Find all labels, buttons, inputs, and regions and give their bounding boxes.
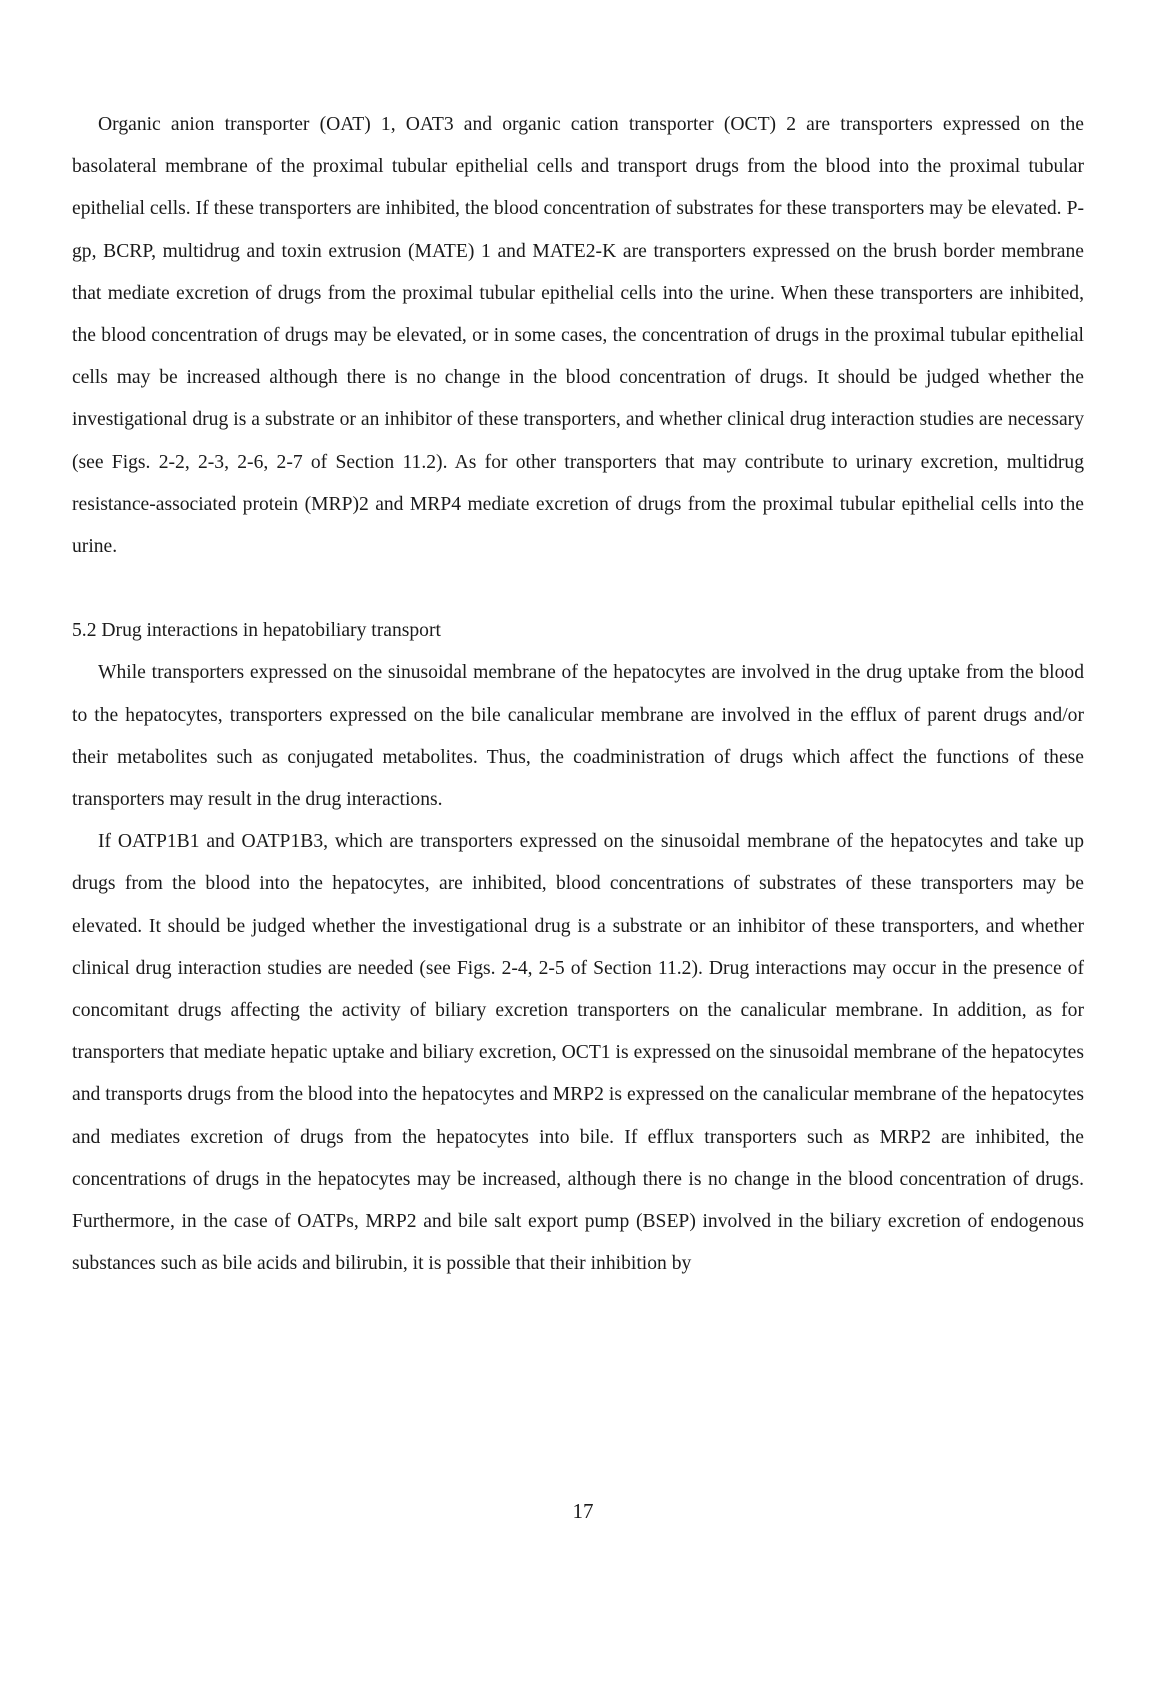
section-heading: 5.2 Drug interactions in hepatobiliary transport [72,620,441,642]
paragraph-hepatobiliary-intro: While transporters expressed on the sinusoidal membrane of the hepatocytes are involved in the drug uptake from the blood to the hepatocytes, transporters expressed on the bile canalicular membrane are involved in the efflux of parent drugs and/or their metabolites such as conjugated metabolites. Thus, the coadministration of drugs which affect the functions of these transporters may result in the drug interactions. [72,662,1084,811]
document-page [72,104,1084,1285]
paragraph-oatp-transporters: If OATP1B1 and OATP1B3, which are transporters expressed on the sinusoidal membrane of the hepatocytes and take up drugs from the blood into the hepatocytes, are inhibited, blood concentrations of substrates of these transporters may be elevated. It should be judged whether the investigational drug is a substrate or an inhibitor of these transporters, and whether clinical drug interaction studies are needed (see Figs. 2-4, 2-5 of Section 11.2). Drug interactions may occur in the presence of concomitant drugs affecting the activity of biliary excretion transporters on the canalicular membrane. In addition, as for transporters that mediate hepatic uptake and biliary excretion, OCT1 is expressed on the sinusoidal membrane of the hepatocytes and transports drugs from the blood into the hepatocytes and MRP2 is expressed on the canalicular membrane of the hepatocytes and mediates excretion of drugs from the hepatocytes into bile. If efflux transporters such as MRP2 are inhibited, the concentrations of drugs in the hepatocytes may be increased, although there is no change in the blood concentration of drugs. Furthermore, in the case of OATPs, MRP2 and bile salt export pump (BSEP) involved in the biliary excretion of endogenous substances such as bile acids and bilirubin, it is possible that their inhibition by [72,831,1084,1275]
page-number: 17 [572,1499,594,1523]
paragraph-renal-transporters: Organic anion transporter (OAT) 1, OAT3 and organic cation transporter (OCT) 2 are transporters expressed on the basolateral membrane of the proximal tubular epithelial cells and transport drugs from the blood into the proximal tubular epithelial cells. If these transporters are inhibited, the blood concentration of substrates for these transporters may be elevated. P-gp, BCRP, multidrug and toxin extrusion (MATE) 1 and MATE2-K are transporters expressed on the brush border membrane that mediate excretion of drugs from the proximal tubular epithelial cells into the urine. When these transporters are inhibited, the blood concentration of drugs may be elevated, or in some cases, the concentration of drugs in the proximal tubular epithelial cells may be increased although there is no change in the blood concentration of drugs. It should be judged whether the investigational drug is a substrate or an inhibitor of these transporters, and whether clinical drug interaction studies are necessary (see Figs. 2-2, 2-3, 2-6, 2-7 of Section 11.2). As for other transporters that may contribute to urinary excretion, multidrug resistance-associated protein (MRP)2 and MRP4 mediate excretion of drugs from the proximal tubular epithelial cells into the urine. [72,114,1084,558]
